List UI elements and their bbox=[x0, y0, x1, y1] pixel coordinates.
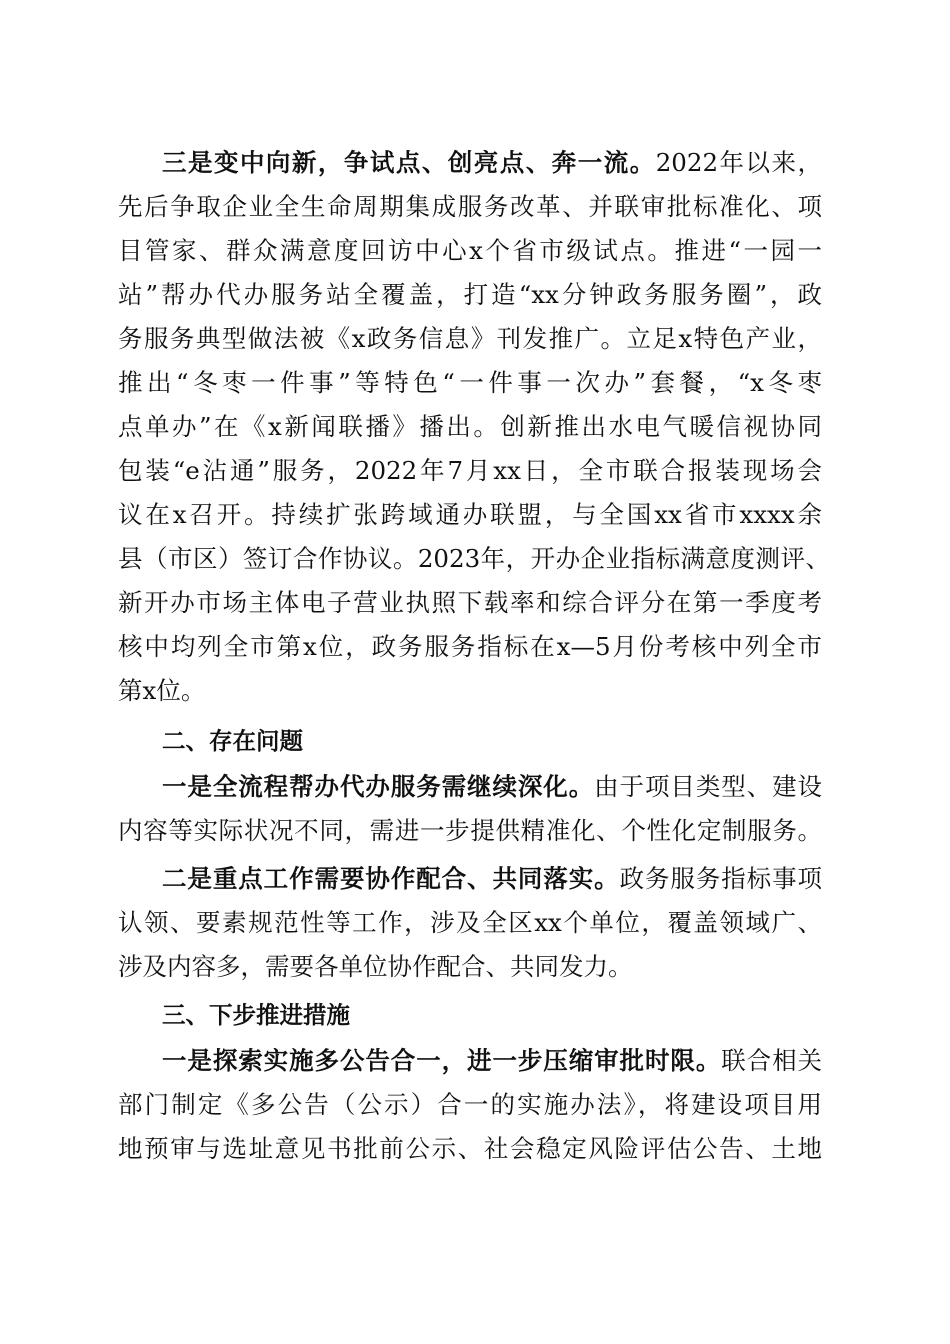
paragraph-innovation-line: 务服务典型做法被《x政务信息》刊发推广。立足x特色产业， bbox=[118, 324, 822, 353]
section-two-item1-line-1 bbox=[162, 766, 822, 808]
paragraph-innovation-line: 点单办”在《x新闻联播》播出。创新推出水电气暖信视协同 bbox=[118, 412, 822, 441]
paragraph-innovation-line1-rest: 2022年以来， bbox=[655, 148, 822, 177]
paragraph-innovation-line: 县（市区）签订合作协议。2023年，开办企业指标满意度测评、 bbox=[118, 544, 830, 573]
paragraph-innovation-line: 推出“冬枣一件事”等特色“一件事一次办”套餐，“x冬枣 bbox=[118, 368, 822, 397]
paragraph-innovation-line: 第x位。 bbox=[118, 676, 206, 705]
section-two-item1-lead: 一是全流程帮办代办服务需继续深化。 bbox=[162, 772, 595, 801]
paragraph-innovation-line: 新开办市场主体电子营业执照下载率和综合评分在第一季度考 bbox=[118, 588, 822, 617]
paragraph-innovation-lead: 三是变中向新，争试点、创亮点、奔一流。 bbox=[162, 148, 656, 177]
section-two-item2-line1-rest: 政务服务指标事项 bbox=[619, 864, 823, 893]
section-two-heading: 二、存在问题 bbox=[162, 727, 303, 755]
section-three-item1-line-1 bbox=[162, 1040, 822, 1082]
section-two-item1-line1-rest: 由于项目类型、建设 bbox=[594, 772, 822, 801]
section-three-item1-lead: 一是探索实施多公告合一，进一步压缩审批时限。 bbox=[162, 1046, 722, 1075]
paragraph-innovation-line: 议在x召开。持续扩张跨域通办联盟，与全国xx省市xxxx余 bbox=[118, 500, 822, 529]
paragraph-innovation-line-1 bbox=[162, 142, 822, 184]
section-three-item1-line: 地预审与选址意见书批前公示、社会稳定风险评估公告、土地 bbox=[118, 1134, 822, 1163]
paragraph-innovation-line: 目管家、群众满意度回访中心x个省市级试点。推进“一园一 bbox=[118, 236, 822, 265]
section-three-item1-line1-rest: 联合相关 bbox=[721, 1046, 823, 1075]
paragraph-innovation-line: 站”帮办代办服务站全覆盖，打造“xx分钟政务服务圈”，政 bbox=[118, 280, 822, 309]
section-three-item1-line: 部门制定《多公告（公示）合一的实施办法》，将建设项目用 bbox=[118, 1090, 822, 1119]
section-two-item2-line: 认领、要素规范性等工作，涉及全区xx个单位，覆盖领域广、 bbox=[118, 908, 822, 937]
paragraph-innovation-line: 先后争取企业全生命周期集成服务改革、并联审批标准化、项 bbox=[118, 192, 822, 221]
section-two-item2-line-1 bbox=[162, 858, 822, 900]
section-three-heading: 三、下步推进措施 bbox=[162, 1001, 350, 1029]
paragraph-innovation-line: 包装“e沾通”服务，2022年7月xx日，全市联合报装现场会 bbox=[118, 456, 822, 485]
section-two-item1-line: 内容等实际状况不同，需进一步提供精准化、个性化定制服务。 bbox=[118, 816, 822, 845]
section-two-item2-line: 涉及内容多，需要各单位协作配合、共同发力。 bbox=[118, 952, 633, 981]
section-two-item2-lead: 二是重点工作需要协作配合、共同落实。 bbox=[162, 864, 620, 893]
paragraph-innovation-line: 核中均列全市第x位，政务服务指标在x—5月份考核中列全市 bbox=[118, 632, 822, 661]
